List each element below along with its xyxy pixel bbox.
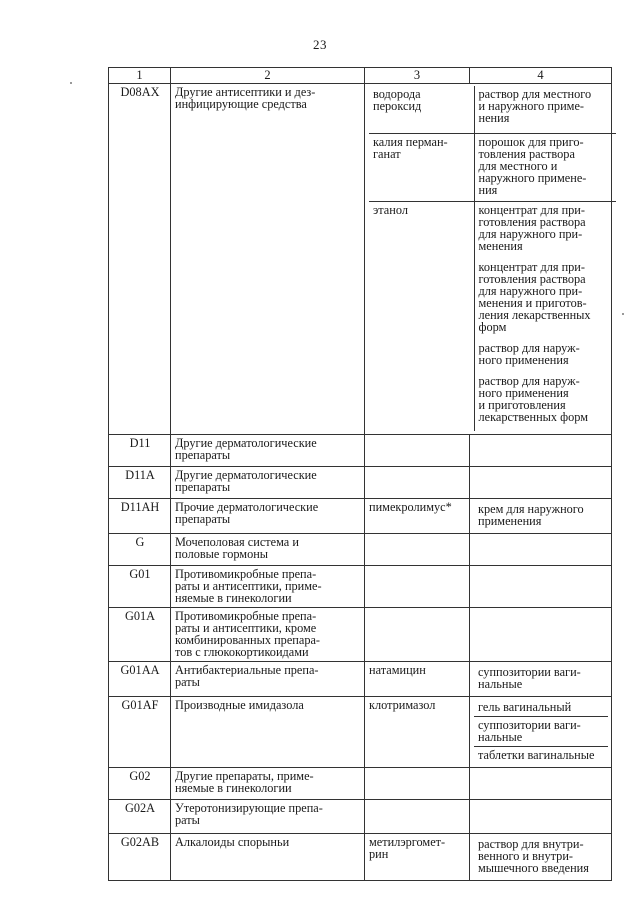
atc-code: G01AA	[109, 662, 171, 697]
dosage-form: таблетки вагинальные	[474, 746, 608, 764]
drug-name	[365, 566, 470, 608]
drug-subrow	[369, 201, 616, 431]
dosage-forms	[470, 534, 612, 566]
drug-name	[365, 800, 470, 834]
table-row	[109, 84, 612, 435]
atc-code: D11	[109, 435, 171, 467]
header-row	[109, 68, 612, 84]
page-number: 23	[313, 37, 327, 52]
table-row	[109, 697, 612, 768]
dosage-form: крем для наружного применения	[478, 502, 584, 528]
table-row	[109, 566, 612, 608]
dosage-forms	[470, 608, 612, 662]
drug-name	[365, 435, 470, 467]
column-header: 3	[365, 68, 470, 84]
drug-name: метилэргомет- рин	[365, 834, 470, 881]
dosage-forms	[470, 800, 612, 834]
table-row	[109, 499, 612, 534]
dosage-forms	[470, 467, 612, 499]
drug-name: клотримазол	[365, 697, 470, 768]
drug-name: этанол	[369, 201, 474, 431]
margin-mark	[622, 313, 624, 315]
group-name: Другие дерматологические препараты	[171, 435, 365, 467]
dosage-form: суппозитории ваги- нальные	[474, 716, 608, 746]
margin-mark	[70, 82, 72, 84]
drug-name	[365, 467, 470, 499]
dosage-forms	[474, 86, 616, 133]
drug-subgrid	[365, 84, 612, 435]
group-name: Антибактериальные препа- раты	[171, 662, 365, 697]
drug-name	[365, 608, 470, 662]
group-name: Другие дерматологические препараты	[171, 467, 365, 499]
group-name: Производные имидазола	[171, 697, 365, 768]
drug-subrow	[369, 86, 616, 133]
group-name: Прочие дерматологические препараты	[171, 499, 365, 534]
group-name: Утеротонизирующие препа- раты	[171, 800, 365, 834]
table-row	[109, 467, 612, 499]
table-row	[109, 662, 612, 697]
atc-code: D08AX	[109, 84, 171, 435]
drug-subrow	[369, 133, 616, 201]
dosage-forms	[470, 662, 612, 697]
dosage-form: раствор для внутри- венного и внутри- мышечного введения	[478, 837, 589, 875]
column-header: 2	[171, 68, 365, 84]
dosage-forms	[474, 201, 616, 431]
dosage-forms	[470, 697, 612, 768]
dosage-forms	[470, 768, 612, 800]
group-name: Мочеполовая система и половые гормоны	[171, 534, 365, 566]
table-body	[109, 84, 612, 881]
dosage-forms	[470, 435, 612, 467]
dosage-form: концентрат для при- готовления раствора для наружного при- менения и приготов- ления лекарственных форм	[478, 259, 591, 334]
drug-name: натамицин	[365, 662, 470, 697]
group-name: Другие препараты, приме- няемые в гинекологии	[171, 768, 365, 800]
atc-code: G02A	[109, 800, 171, 834]
atc-code: G01AF	[109, 697, 171, 768]
dosage-forms	[470, 566, 612, 608]
atc-code: G	[109, 534, 171, 566]
table-row	[109, 608, 612, 662]
drug-name: водорода пероксид	[369, 86, 474, 133]
atc-code: D11A	[109, 467, 171, 499]
table-row	[109, 834, 612, 881]
column-header: 4	[470, 68, 612, 84]
group-name: Противомикробные препа- раты и антисептики, приме- няемые в гинекологии	[171, 566, 365, 608]
dosage-forms	[474, 133, 616, 201]
drug-name	[365, 768, 470, 800]
drug-subtable	[369, 86, 616, 431]
atc-code: D11AH	[109, 499, 171, 534]
dosage-form: концентрат для при- готовления раствора для наружного при- менения	[478, 202, 586, 253]
atc-code: G01	[109, 566, 171, 608]
dosage-form: раствор для местного и наружного приме- нения	[478, 87, 592, 125]
group-name: Другие антисептики и дез- инфицирующие средства	[171, 84, 365, 435]
dosage-form: раствор для наруж- ного применения и приготовления лекарственных форм	[478, 373, 589, 424]
column-header: 1	[109, 68, 171, 84]
group-name: Противомикробные препа- раты и антисептики, кроме комбинированных препара- тов с глюкокортикоидами	[171, 608, 365, 662]
dosage-forms	[470, 499, 612, 534]
dosage-form: гель вагинальный	[478, 700, 572, 714]
table-row	[109, 768, 612, 800]
group-name: Алкалоиды спорыньи	[171, 834, 365, 881]
dosage-form: раствор для наруж- ного применения	[478, 340, 580, 367]
drug-name	[365, 534, 470, 566]
table-row	[109, 435, 612, 467]
table-row	[109, 800, 612, 834]
drug-table	[108, 67, 612, 881]
atc-code: G02AB	[109, 834, 171, 881]
drug-name: пимекролимус*	[365, 499, 470, 534]
dosage-form: порошок для приго- товления раствора для местного и наружного примене- ния	[478, 134, 587, 197]
dosage-form: суппозитории ваги- нальные	[478, 665, 581, 691]
drug-name: калия перман- ганат	[369, 133, 474, 201]
atc-code: G01A	[109, 608, 171, 662]
table-row	[109, 534, 612, 566]
dosage-forms	[470, 834, 612, 881]
atc-code: G02	[109, 768, 171, 800]
